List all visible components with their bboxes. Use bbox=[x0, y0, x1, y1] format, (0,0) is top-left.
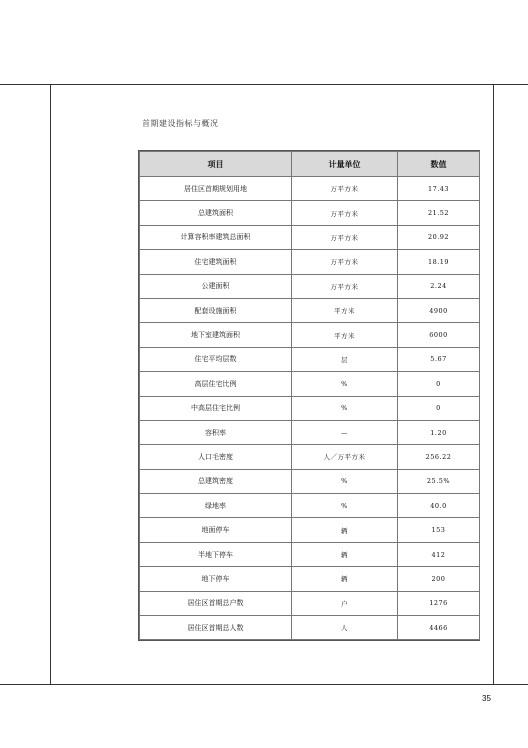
row-unit-cell: 平方米 bbox=[292, 323, 398, 347]
row-unit-cell: 户 bbox=[292, 591, 398, 615]
right-margin-line bbox=[493, 84, 494, 685]
row-unit-cell: — bbox=[292, 420, 398, 444]
row-unit-cell: 辆 bbox=[292, 542, 398, 566]
table-row bbox=[140, 396, 480, 420]
row-item-cell: 总建筑密度 bbox=[140, 469, 292, 493]
table-row bbox=[140, 347, 480, 371]
top-rule bbox=[0, 84, 528, 85]
table-row bbox=[140, 616, 480, 640]
bottom-rule bbox=[0, 684, 528, 685]
row-unit-cell: 万平方米 bbox=[292, 177, 398, 201]
row-unit-cell: 人 bbox=[292, 616, 398, 640]
header-value: 数值 bbox=[398, 152, 480, 177]
table-row bbox=[140, 225, 480, 249]
row-item-cell: 计算容积率建筑总面积 bbox=[140, 225, 292, 249]
row-value-cell: 25.5% bbox=[398, 469, 480, 493]
table-row bbox=[140, 420, 480, 444]
row-value-cell: 4466 bbox=[398, 616, 480, 640]
left-margin-line bbox=[50, 84, 51, 685]
row-unit-cell: % bbox=[292, 494, 398, 518]
row-unit-cell: % bbox=[292, 469, 398, 493]
table-row bbox=[140, 567, 480, 591]
row-item-cell: 住宅平均层数 bbox=[140, 347, 292, 371]
row-unit-cell: 辆 bbox=[292, 567, 398, 591]
row-value-cell: 0 bbox=[398, 396, 480, 420]
row-item-cell: 居住区首期总人数 bbox=[140, 616, 292, 640]
table-row bbox=[140, 177, 480, 201]
table-row bbox=[140, 298, 480, 322]
row-value-cell: 1.20 bbox=[398, 420, 480, 444]
row-unit-cell: % bbox=[292, 372, 398, 396]
table-row bbox=[140, 274, 480, 298]
row-unit-cell: 人／万平方米 bbox=[292, 445, 398, 469]
row-item-cell: 绿地率 bbox=[140, 494, 292, 518]
row-item-cell: 配套设施面积 bbox=[140, 298, 292, 322]
page-number: 35 bbox=[482, 694, 491, 703]
row-value-cell: 0 bbox=[398, 372, 480, 396]
table-row bbox=[140, 469, 480, 493]
row-unit-cell: 万平方米 bbox=[292, 250, 398, 274]
row-unit-cell: 万平方米 bbox=[292, 274, 398, 298]
table-row bbox=[140, 494, 480, 518]
row-unit-cell: 万平方米 bbox=[292, 225, 398, 249]
row-value-cell: 5.67 bbox=[398, 347, 480, 371]
row-item-cell: 半地下停车 bbox=[140, 542, 292, 566]
row-value-cell: 17.43 bbox=[398, 177, 480, 201]
table-row bbox=[140, 250, 480, 274]
row-value-cell: 200 bbox=[398, 567, 480, 591]
row-value-cell: 40.0 bbox=[398, 494, 480, 518]
row-value-cell: 4900 bbox=[398, 298, 480, 322]
table-row bbox=[140, 591, 480, 615]
table-header-row bbox=[140, 152, 480, 177]
row-item-cell: 人口毛密度 bbox=[140, 445, 292, 469]
indicator-table bbox=[138, 150, 480, 641]
row-value-cell: 20.92 bbox=[398, 225, 480, 249]
row-item-cell: 总建筑面积 bbox=[140, 201, 292, 225]
row-unit-cell: 层 bbox=[292, 347, 398, 371]
row-unit-cell: % bbox=[292, 396, 398, 420]
row-unit-cell: 万平方米 bbox=[292, 201, 398, 225]
row-item-cell: 地下室建筑面积 bbox=[140, 323, 292, 347]
row-value-cell: 153 bbox=[398, 518, 480, 542]
row-value-cell: 2.24 bbox=[398, 274, 480, 298]
row-unit-cell: 平方米 bbox=[292, 298, 398, 322]
table-caption: 首期建设指标与概况 bbox=[142, 119, 219, 128]
table-row bbox=[140, 542, 480, 566]
row-item-cell: 居住区首期总户数 bbox=[140, 591, 292, 615]
row-unit-cell: 辆 bbox=[292, 518, 398, 542]
row-value-cell: 256.22 bbox=[398, 445, 480, 469]
table-row bbox=[140, 323, 480, 347]
row-item-cell: 地面停车 bbox=[140, 518, 292, 542]
row-item-cell: 住宅建筑面积 bbox=[140, 250, 292, 274]
table-row bbox=[140, 518, 480, 542]
row-item-cell: 公建面积 bbox=[140, 274, 292, 298]
header-unit: 计量单位 bbox=[292, 152, 398, 177]
row-item-cell: 居住区首期规划用地 bbox=[140, 177, 292, 201]
table-row bbox=[140, 445, 480, 469]
row-value-cell: 18.19 bbox=[398, 250, 480, 274]
row-value-cell: 6000 bbox=[398, 323, 480, 347]
row-item-cell: 高层住宅比例 bbox=[140, 372, 292, 396]
row-item-cell: 中高层住宅比例 bbox=[140, 396, 292, 420]
row-item-cell: 地下停车 bbox=[140, 567, 292, 591]
row-value-cell: 412 bbox=[398, 542, 480, 566]
row-item-cell: 容积率 bbox=[140, 420, 292, 444]
row-value-cell: 21.52 bbox=[398, 201, 480, 225]
row-value-cell: 1276 bbox=[398, 591, 480, 615]
table-row bbox=[140, 201, 480, 225]
table-row bbox=[140, 372, 480, 396]
header-item: 项目 bbox=[140, 152, 292, 177]
